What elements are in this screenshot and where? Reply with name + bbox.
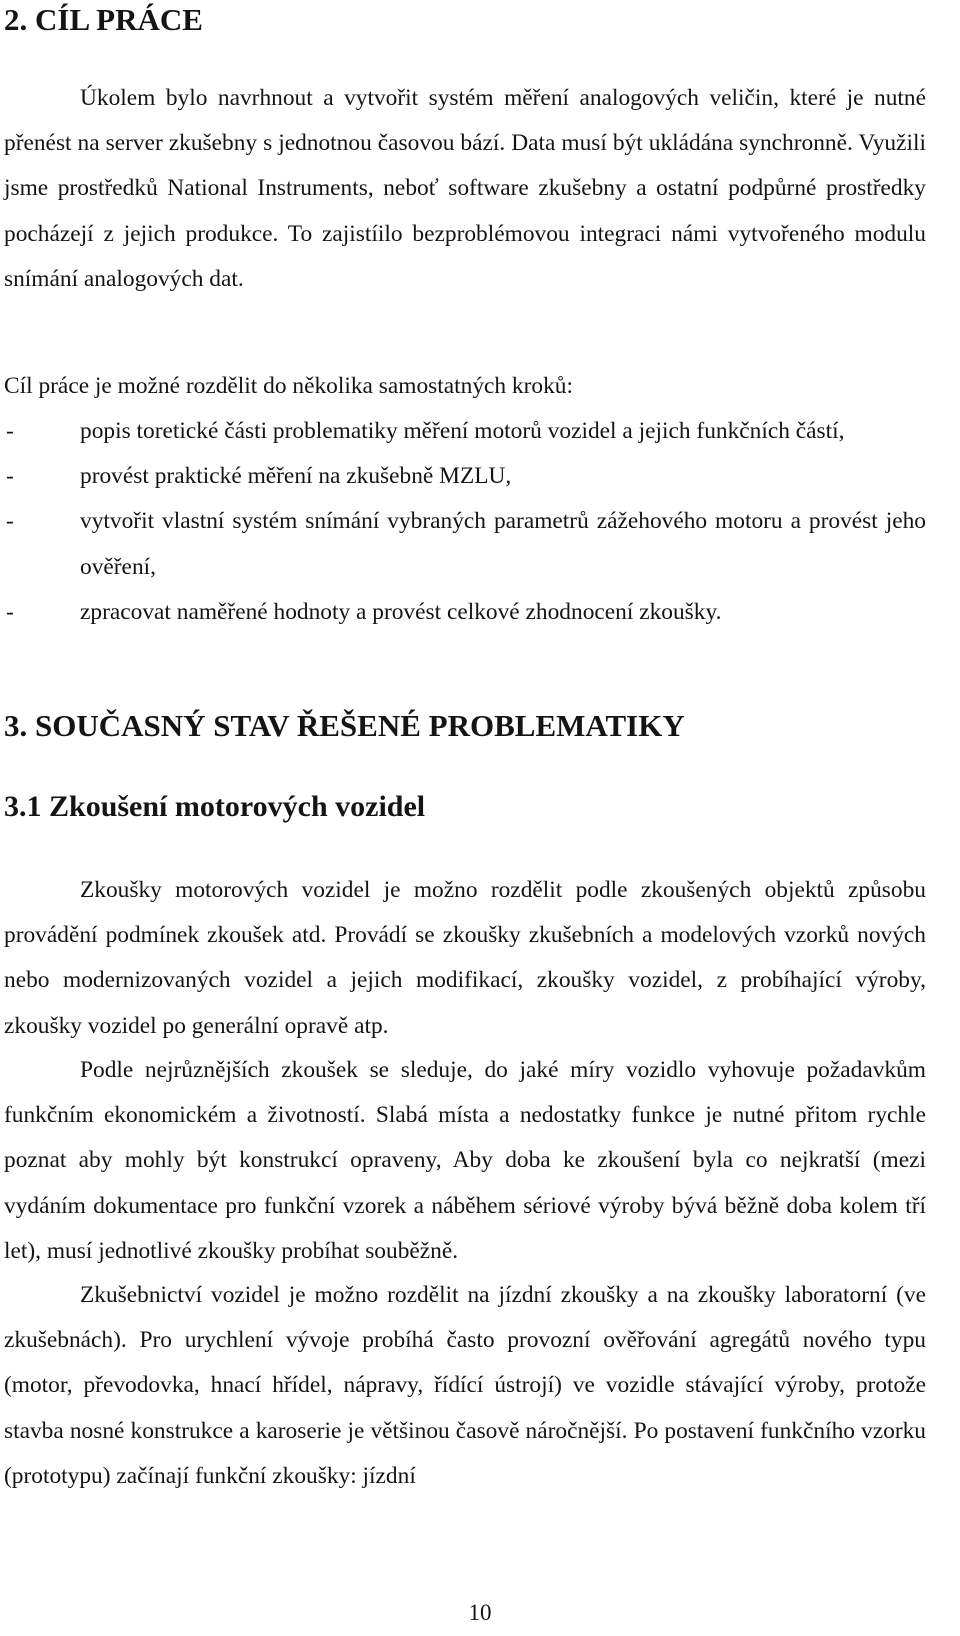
goal-paragraph: Úkolem bylo navrhnout a vytvořit systém měření analogových veličin, které je nutné přenést na server zkušebny s jednotnou časovou bází. Data musí být ukládána synchronně. Využili jsme prostředků National Instruments, neboť software zkušebny a ostatní podpůrné prostředky pocházejí z jejich produkce. To zajistíilo bezproblémovou integraci námi vytvořeného modulu snímání analogových dat. [4, 85, 926, 292]
section-heading-current-state: 3. SOUČASNÝ STAV ŘEŠENÉ PROBLEMATIKY [4, 708, 685, 743]
goals-intro: Cíl práce je možné rozdělit do několika samostatných kroků: [4, 373, 574, 399]
subsection-heading-vehicle-testing: 3.1 Zkoušení motorových vozidel [4, 790, 426, 823]
list-item: - popis toretické části problematiky měření motorů vozidel a jejich funkčních částí, [4, 409, 926, 454]
body-paragraph: Podle nejrůznějších zkoušek se sleduje, do jaké míry vozidlo vyhovuje požadavkům funkčním ekonomickém a životností. Slabá místa a nedostatky funkce je nutné přitom rychle poznat aby mohly být konstrukcí opraveny, Aby doba ke zkoušení byla co nejkratší (mezi vydáním dokumentace pro funkční vzorek a náběhem sériové výroby bývá běžně doba kolem tří let), musí jednotlivé zkoušky probíhat souběžně. [4, 1057, 926, 1264]
list-item: - zpracovat naměřené hodnoty a provést celkové zhodnocení zkoušky. [4, 590, 926, 635]
body-paragraph: Zkušebnictví vozidel je možno rozdělit na jízdní zkoušky a na zkoušky laboratorní (ve zkušebnách). Pro urychlení vývoje probíhá často provozní ověřování agregátů nového typu (motor, převodovka, hnací hřídel, nápravy, řídící ústrojí) ve vozidle stávající výroby, protože stavba nosné konstrukce a karoserie je většinou časově náročnější. Po postavení funkčního vzorku (prototypu) začínají funkční zkoušky: jízdní [4, 1282, 926, 1489]
body-paragraph: Zkoušky motorových vozidel je možno rozdělit podle zkoušených objektů způsobu provádění podmínek zkoušek atd. Provádí se zkoušky zkušebních a modelových vzorků nových nebo modernizovaných vozidel a jejich modifikací, zkoušky vozidel, z probíhající výroby, zkoušky vozidel po generální opravě atp. [4, 877, 926, 1039]
goals-list [4, 409, 926, 635]
list-item: - vytvořit vlastní systém snímání vybraných parametrů zážehového motoru a provést jeho ověření, [4, 499, 926, 589]
section-heading-goal: 2. CÍL PRÁCE [4, 2, 203, 37]
list-item: - provést praktické měření na zkušebně MZLU, [4, 454, 926, 499]
page-number: 10 [468, 1600, 492, 1625]
